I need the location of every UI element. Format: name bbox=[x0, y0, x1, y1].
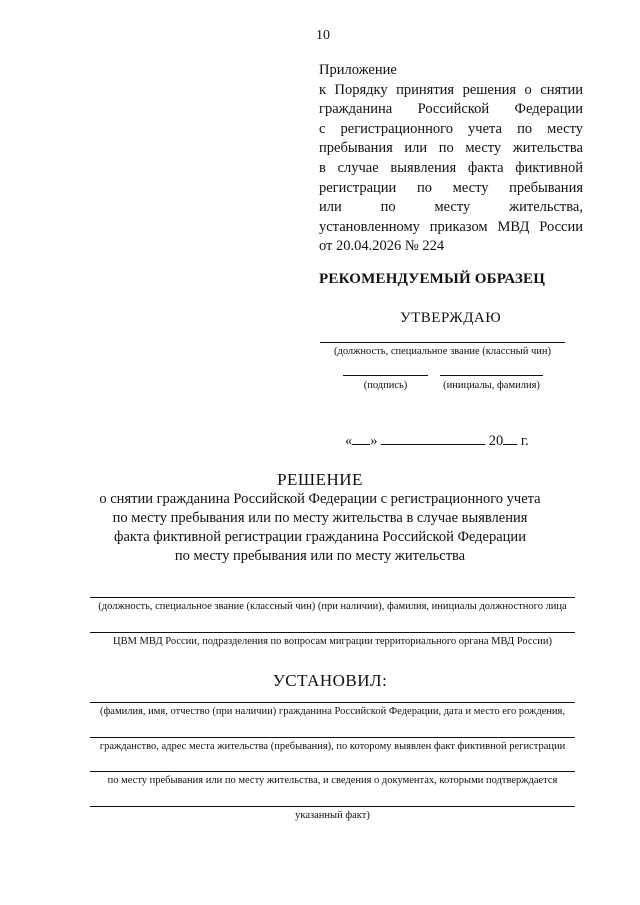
citizen-fill-line bbox=[90, 702, 575, 703]
initials-caption: (инициалы, фамилия) bbox=[443, 380, 540, 391]
appendix-line: Приложение bbox=[319, 62, 397, 78]
appendix-line: от 20.04.2026 № 224 bbox=[319, 238, 445, 255]
citizen-caption: (фамилия, имя, отчество (при наличии) гражданина Российской Федерации, дата и место его рождения, bbox=[99, 706, 566, 717]
initials-line bbox=[440, 375, 543, 376]
official-fill-line bbox=[90, 632, 575, 633]
citizen-caption: указанный факт) bbox=[295, 810, 370, 821]
appendix-line: пребывания или по месту жительства bbox=[319, 140, 583, 157]
signature-caption: (подпись) bbox=[363, 380, 408, 391]
decision-line: о снятии гражданина Российской Федерации с регистрационного учета bbox=[99, 491, 541, 507]
day-blank bbox=[352, 430, 370, 445]
citizen-fill-line bbox=[90, 737, 575, 738]
citizen-caption: по месту пребывания или по месту жительства, и сведения о документах, которыми подтверждается bbox=[107, 775, 558, 786]
signature-line bbox=[343, 375, 428, 376]
decision-line: по месту пребывания или по месту жительства в случае выявления bbox=[112, 510, 528, 526]
appendix-block bbox=[319, 61, 583, 257]
official-caption: (должность, специальное звание (классный чин) (при наличии), фамилия, инициалы должностного лица bbox=[98, 601, 567, 612]
citizen-fill-line bbox=[90, 806, 575, 807]
date-year: 20 bbox=[488, 433, 504, 449]
approval-date bbox=[345, 430, 529, 450]
official-fill-line bbox=[90, 597, 575, 598]
decision-line: факта фиктивной регистрации гражданина Российской Федерации bbox=[114, 529, 526, 545]
decision-line: по месту пребывания или по месту жительства bbox=[174, 548, 466, 564]
appendix-line: или по месту жительства, bbox=[319, 199, 583, 216]
position-caption: (должность, специальное звание (классный чин) bbox=[333, 346, 551, 357]
official-caption: ЦВМ МВД России, подразделения по вопросам миграции территориального органа МВД России) bbox=[113, 636, 552, 647]
appendix-line: в случае выявления факта фиктивной bbox=[319, 159, 583, 176]
decision-title: РЕШЕНИЕ bbox=[277, 470, 363, 489]
appendix-line: с регистрационного учета по месту bbox=[319, 120, 583, 137]
approve-title: УТВЕРЖДАЮ bbox=[400, 310, 502, 326]
appendix-line: к Порядку принятия решения о снятии bbox=[319, 81, 583, 98]
appendix-line: регистрации по месту пребывания bbox=[319, 179, 583, 196]
month-blank bbox=[381, 430, 485, 445]
date-suffix: г. bbox=[520, 433, 529, 449]
citizen-fill-line bbox=[90, 771, 575, 772]
citizen-caption: гражданство, адрес места жительства (пребывания), по которому выявлен факт фиктивной регистрации bbox=[99, 741, 566, 752]
decision-subject bbox=[60, 490, 580, 566]
position-line bbox=[320, 342, 565, 343]
date-open-quote: « bbox=[345, 433, 353, 449]
established-title: УСТАНОВИЛ: bbox=[272, 671, 388, 690]
sample-heading: РЕКОМЕНДУЕМЫЙ ОБРАЗЕЦ bbox=[319, 271, 546, 287]
year-blank bbox=[503, 430, 517, 445]
appendix-line: установленному приказом МВД России bbox=[319, 218, 583, 235]
page-number: 10 bbox=[316, 28, 330, 43]
date-close-quote: » bbox=[370, 433, 378, 449]
appendix-line: гражданина Российской Федерации bbox=[319, 101, 583, 118]
